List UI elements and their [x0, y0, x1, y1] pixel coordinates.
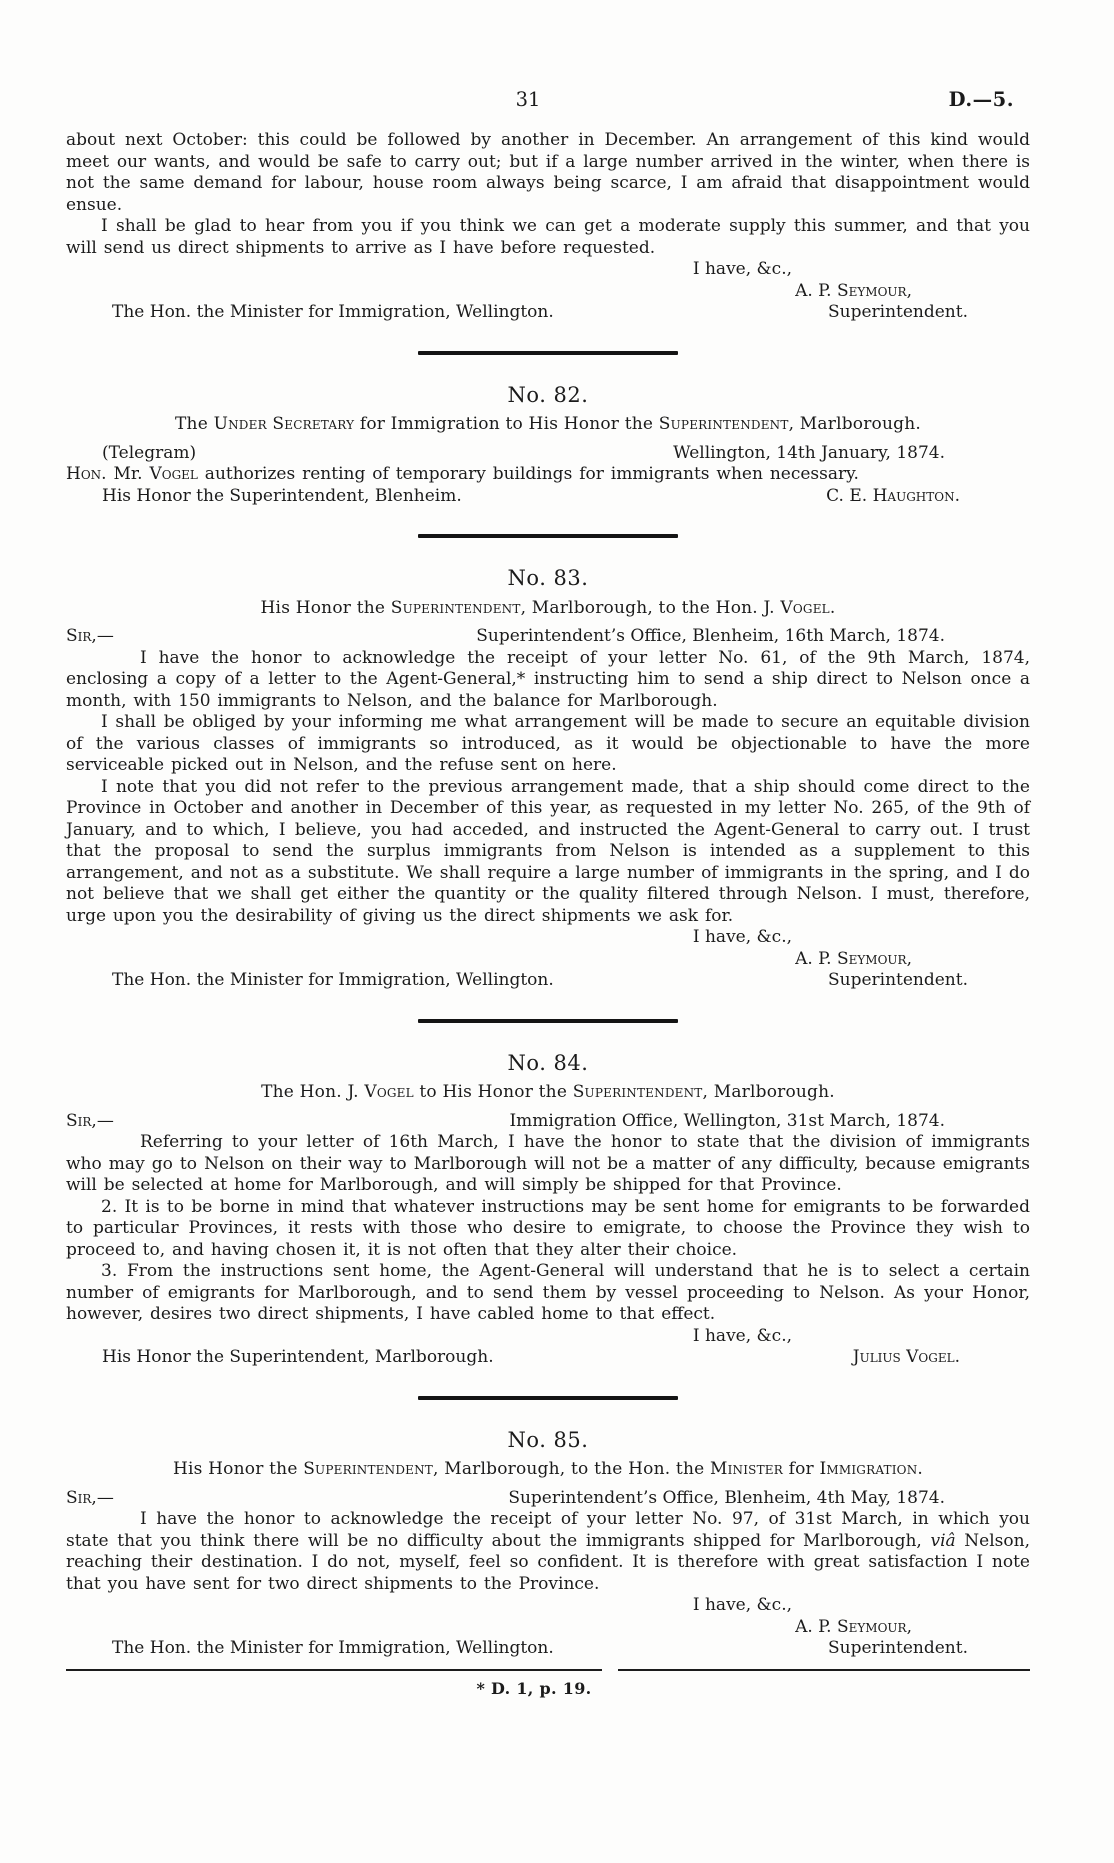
telegram-row: [66, 443, 1030, 465]
addressee: The Hon. the Minister for Immigration, Wellington.: [112, 1638, 554, 1658]
telegram-label: (Telegram): [102, 442, 197, 463]
paragraph: about next October: this could be followed by another in December. An arrangement of this kind would meet our wants, and would be safe to carry out; but if a large number arrived in the winter, when there is not the same demand for labour, house room always being scarce, I am afraid that disappointment would ensue.: [66, 130, 1030, 215]
signature-name: A. P. Seymour,: [795, 1616, 912, 1637]
page-number: 31: [515, 88, 541, 111]
letter-heading: His Honor the Superintendent, Marlborough, to the Hon. the Minister for Immigration.: [172, 1459, 924, 1479]
letter-heading: The Hon. J. Vogel to His Honor the Superintendent, Marlborough.: [261, 1082, 835, 1102]
dateline: Immigration Office, Wellington, 31st March, 1874.: [509, 1110, 945, 1131]
addressee-row: [66, 486, 1030, 508]
letter-heading: His Honor the Superintendent, Marlborough, to the Hon. J. Vogel.: [260, 597, 836, 618]
letter-number: No. 82.: [507, 382, 589, 407]
valediction: I have, &c.,: [692, 927, 792, 947]
dateline: Superintendent’s Office, Blenheim, 4th May, 1874.: [508, 1487, 945, 1508]
page-header: [66, 88, 1030, 114]
section-divider: [418, 1019, 678, 1023]
letter-number: No. 83.: [507, 566, 589, 590]
letter-number: No. 84.: [507, 1050, 589, 1075]
signature-name: C. E. Haughton.: [826, 485, 960, 506]
addressee-row: [66, 1347, 1030, 1369]
paragraph: I shall be glad to hear from you if you think we can get a moderate supply this summer, and that you will send us direct shipments to arrive as I have before requested.: [66, 216, 1030, 258]
footnote: * D. 1, p. 19.: [476, 1678, 592, 1698]
dateline: Wellington, 14th January, 1874.: [673, 442, 945, 463]
signature-role: Superintendent.: [827, 1638, 968, 1658]
section-divider: [418, 1396, 678, 1400]
salutation-row: [66, 1111, 1030, 1133]
addressee-row: [66, 1638, 1030, 1660]
paragraph: I shall be obliged by your informing me what arrangement will be made to secure an equitable division of the various classes of immigrants so introduced, as it would be objectionable to have the more serviceable picked out in Nelson, and the refuse sent on here.: [66, 712, 1030, 775]
signature-name: Julius Vogel.: [852, 1347, 960, 1367]
addressee-row: [66, 302, 1030, 324]
page-footer: [66, 1669, 1030, 1700]
footnote-rule: [66, 1669, 1030, 1671]
letter-84: [66, 1050, 1030, 1369]
letter-81-continuation: [66, 130, 1030, 324]
paragraph: 2. It is to be borne in mind that whatever instructions may be sent home for emigrants to be forwarded to particular Provinces, it rests with those who desire to emigrate, to choose the Province they wish to proceed to, and having chosen it, it is not often that they alter their choice.: [66, 1196, 1030, 1260]
paragraph: I have the honor to acknowledge the receipt of your letter No. 61, of the 9th March, 1874, enclosing a copy of a letter to the Agent-General,* instructing him to send a ship direct to Nelson once a month, with 150 immigrants to Nelson, and the balance for Marlborough.: [66, 647, 1030, 711]
footnote-rule-right: [618, 1669, 1030, 1671]
telegram-body: Hon. Mr. Vogel authorizes renting of temporary buildings for immigrants when necessary.: [66, 464, 859, 484]
section-divider: [418, 351, 678, 355]
letter-82: [66, 382, 1030, 508]
salutation: Sir,—: [66, 1110, 114, 1131]
addressee-row: [66, 970, 1030, 992]
valediction: I have, &c.,: [692, 1595, 792, 1615]
valediction: I have, &c.,: [692, 259, 792, 279]
signature-name: A. P. Seymour,: [795, 948, 912, 969]
footnote-rule-left: [66, 1669, 602, 1671]
valediction: I have, &c.,: [692, 1325, 792, 1346]
paragraph: I note that you did not refer to the previous arrangement made, that a ship should come direct to the Province in October and another in December of this year, as requested in my letter No. 265, of the 9th of January, and to which, I believe, you had acceded, and instructed the Agent-General to carry out. I trust that the proposal to send the surplus immigrants from Nelson is intended as a supplement to this arrangement, and not as a substitute. We shall require a large number of immigrants in the spring, and I do not believe that we shall get either the quantity or the quality filtered through Nelson. I must, therefore, urge upon you the desirability of giving us the direct shipments we ask for.: [66, 776, 1030, 926]
salutation-row: [66, 626, 1030, 648]
salutation: Sir,—: [66, 1487, 114, 1508]
paragraph: I have the honor to acknowledge the receipt of your letter No. 97, of 31st March, in which you state that you think there will be no difficulty about the immigrants shipped for Marlborough, viâ Nelson, reaching their destination. I do not, myself, feel so confident. It is therefore with great satisfaction I note that you have sent for two direct shipments to the Province.: [66, 1509, 1030, 1594]
signature-name: A. P. Seymour,: [795, 280, 912, 301]
paragraph: 3. From the instructions sent home, the Agent-General will understand that he is to select a certain number of emigrants for Marlborough, and to send them by vessel proceeding to Nelson. As your Honor, however, desires two direct shipments, I have cabled home to that effect.: [66, 1261, 1030, 1324]
signature-role: Superintendent.: [827, 302, 968, 322]
addressee: His Honor the Superintendent, Blenheim.: [102, 485, 462, 506]
addressee: The Hon. the Minister for Immigration, Wellington.: [112, 302, 554, 322]
dateline: Superintendent’s Office, Blenheim, 16th March, 1874.: [476, 626, 945, 646]
signature-role: Superintendent.: [827, 970, 968, 990]
addressee: His Honor the Superintendent, Marlborough.: [102, 1347, 494, 1367]
doc-reference: D.—5.: [948, 88, 1014, 111]
section-divider: [418, 534, 678, 538]
letter-number: No. 85.: [507, 1427, 589, 1452]
letter-83: [66, 568, 1030, 992]
salutation: Sir,—: [66, 626, 114, 646]
paragraph: Referring to your letter of 16th March, I have the honor to state that the division of immigrants who may go to Nelson on their way to Marlborough will not be a matter of any difficulty, because emigrants will be selected at home for Marlborough, and will simply be shipped for that Province.: [66, 1132, 1030, 1195]
salutation-row: [66, 1488, 1030, 1510]
letter-85: [66, 1427, 1030, 1660]
letter-heading: The Under Secretary for Immigration to His Honor the Superintendent, Marlborough.: [175, 414, 921, 434]
addressee: The Hon. the Minister for Immigration, Wellington.: [112, 970, 554, 990]
